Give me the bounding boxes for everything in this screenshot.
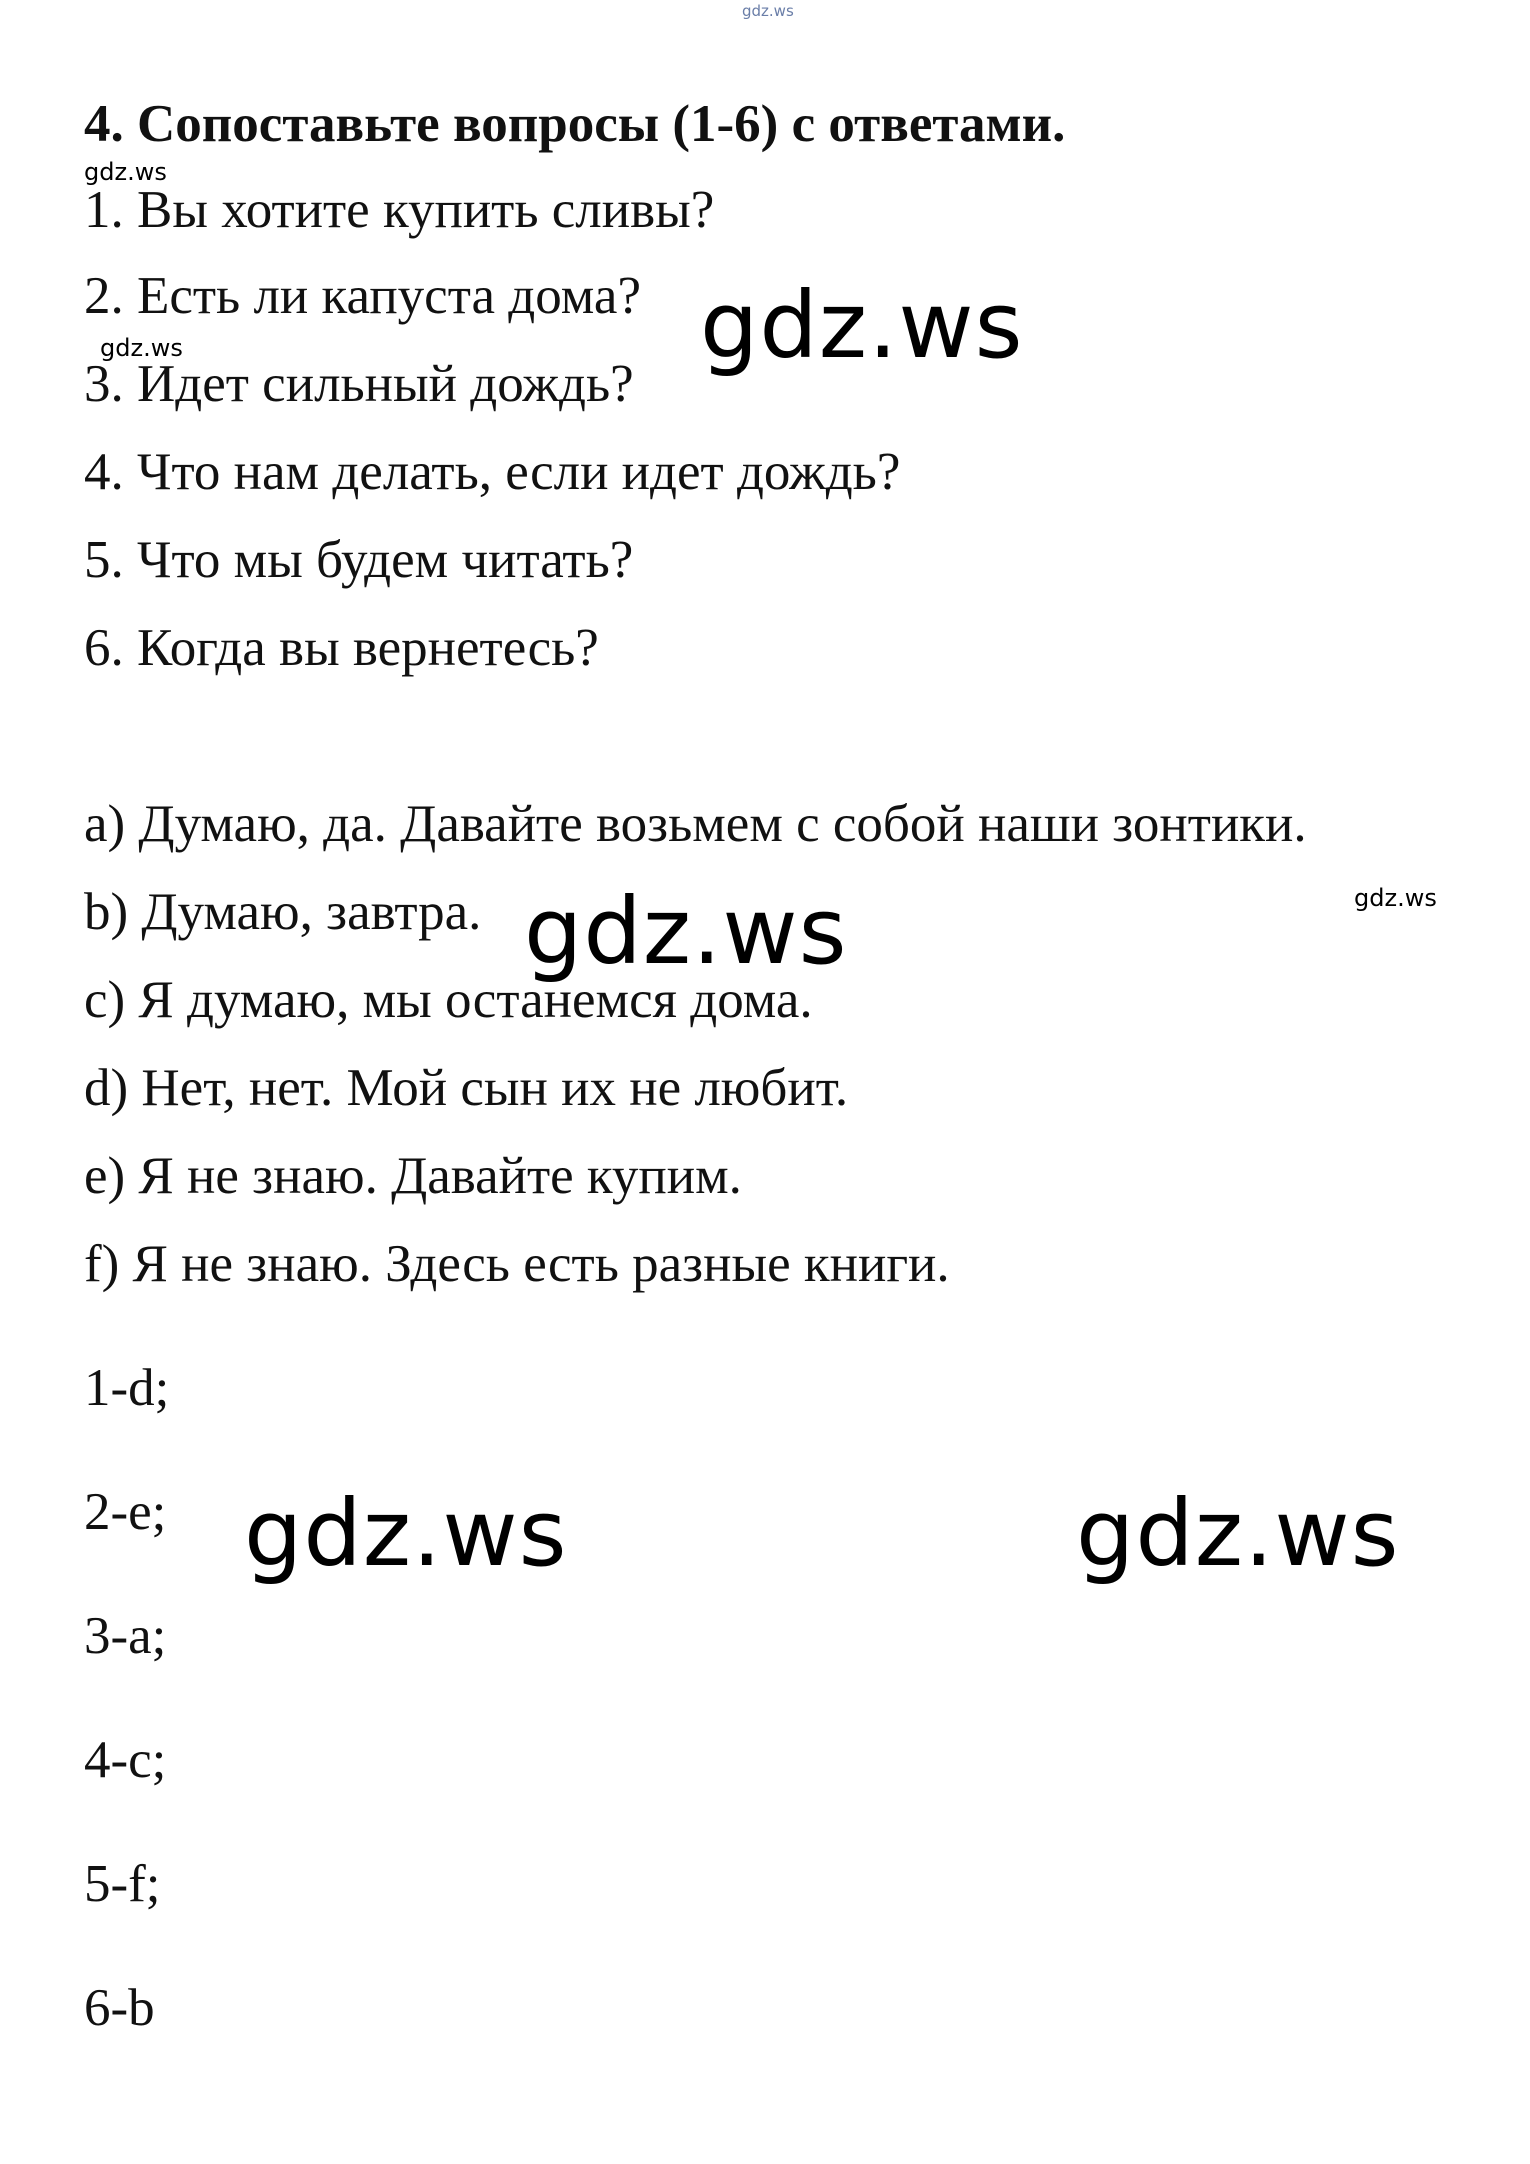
match-item: 3-a; (84, 1607, 167, 1665)
watermark-large: gdz.ws (244, 1480, 568, 1587)
watermark-top: gdz.ws (742, 2, 794, 20)
question-item: 1. Вы хотите купить сливы? (84, 181, 715, 239)
question-item: 3. Идет сильный дождь? (84, 355, 634, 413)
question-item: 4. Что нам делать, если идет дождь? (84, 443, 901, 501)
answer-item: c) Я думаю, мы останемся дома. (84, 971, 813, 1029)
answer-item: a) Думаю, да. Давайте возьмем с собой наши зонтики. (84, 795, 1307, 853)
match-item: 6-b (84, 1979, 155, 2037)
watermark-large: gdz.ws (1076, 1480, 1400, 1587)
question-item: 6. Когда вы вернетесь? (84, 619, 599, 677)
answer-item: b) Думаю, завтра. (84, 883, 482, 941)
watermark-large: gdz.ws (524, 878, 848, 985)
watermark-large: gdz.ws (700, 272, 1024, 379)
watermark-small: gdz.ws (1354, 884, 1437, 912)
question-item: 2. Есть ли капуста дома? (84, 267, 641, 325)
answer-item: e) Я не знаю. Давайте купим. (84, 1147, 742, 1205)
answer-item: f) Я не знаю. Здесь есть разные книги. (84, 1235, 950, 1293)
match-item: 2-e; (84, 1483, 167, 1541)
answer-item: d) Нет, нет. Мой сын их не любит. (84, 1059, 849, 1117)
match-item: 5-f; (84, 1855, 161, 1913)
watermark-small: gdz.ws (84, 158, 167, 186)
match-item: 1-d; (84, 1359, 170, 1417)
match-item: 4-c; (84, 1731, 167, 1789)
question-item: 5. Что мы будем читать? (84, 531, 634, 589)
task-heading: 4. Сопоставьте вопросы (1-6) с ответами. (84, 95, 1066, 153)
watermark-small: gdz.ws (100, 334, 183, 362)
